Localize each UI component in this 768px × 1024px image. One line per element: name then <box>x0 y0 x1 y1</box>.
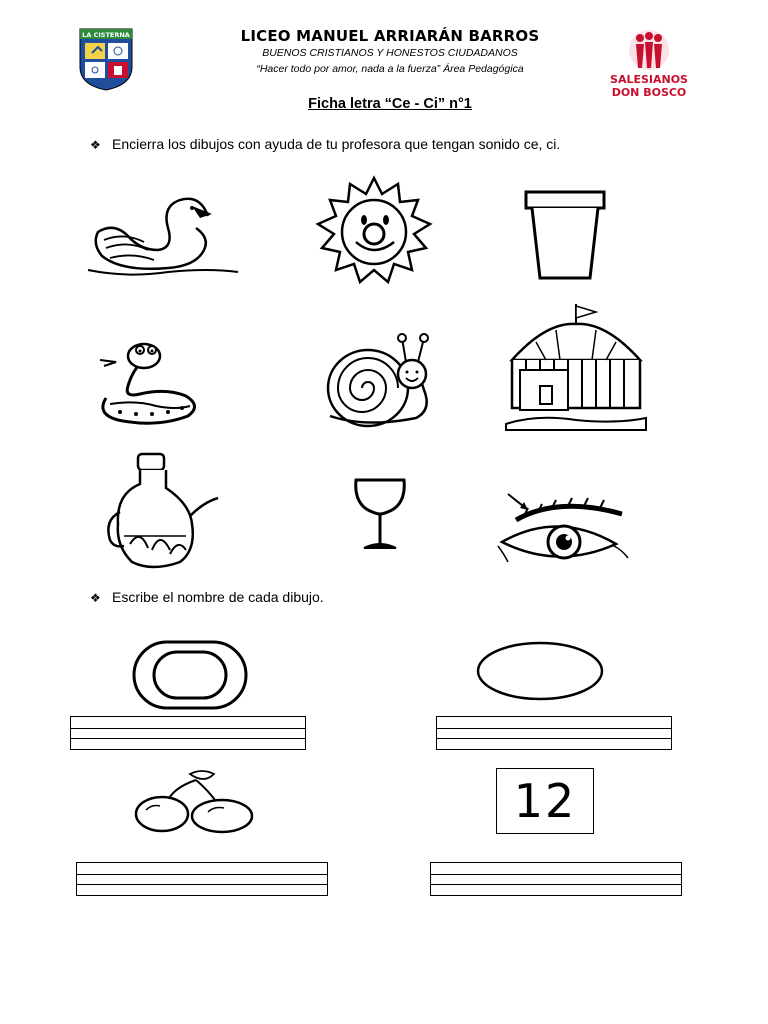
circle-drawing <box>132 640 248 710</box>
sun-drawing <box>312 176 436 286</box>
number-card-value: 12 <box>513 774 577 828</box>
writing-lines-3[interactable] <box>76 862 328 896</box>
oil-bottle-drawing <box>100 450 222 574</box>
number-card <box>496 768 594 834</box>
school-subtitle: BUENOS CRISTIANOS Y HONESTOS CIUDADANOS <box>262 47 518 59</box>
snake-drawing <box>96 340 200 426</box>
logo-line-1: SALESIANOS <box>610 73 688 86</box>
instruction-2-text: Escribe el nombre de cada dibujo. <box>112 589 324 605</box>
cherries-drawing <box>132 770 256 834</box>
school-name: LICEO MANUEL ARRIARÁN BARROS <box>240 27 540 45</box>
logo-line-2: DON BOSCO <box>611 86 687 99</box>
salesianos-logo-text <box>604 73 694 99</box>
instruction-1 <box>90 136 560 152</box>
snail-drawing <box>316 330 438 430</box>
swan-drawing <box>88 188 238 283</box>
shield-text: LA CISTERNA <box>82 31 130 39</box>
writing-lines-2[interactable] <box>436 716 672 750</box>
sheet-title: Ficha letra “Ce - Ci” n°1 <box>308 96 472 112</box>
writing-lines-4[interactable] <box>430 862 682 896</box>
instruction-1-text: Encierra los dibujos con ayuda de tu profesora que tengan sonido ce, ci. <box>112 136 561 152</box>
eye-eyebrow-drawing <box>498 490 640 568</box>
school-motto: “Hacer todo por amor, nada a la fuerza” Área Pedagógica <box>256 63 524 75</box>
salesianos-logo-icon <box>624 28 674 72</box>
wine-glass-drawing <box>350 474 410 554</box>
bullet-icon: ❖ <box>90 591 101 605</box>
flowerpot-drawing <box>522 188 608 284</box>
instruction-2 <box>90 589 324 605</box>
bullet-icon: ❖ <box>90 138 101 152</box>
oval-drawing <box>474 640 608 702</box>
school-shield-logo <box>78 27 134 91</box>
circus-tent-drawing <box>506 304 646 432</box>
writing-lines-1[interactable] <box>70 716 306 750</box>
